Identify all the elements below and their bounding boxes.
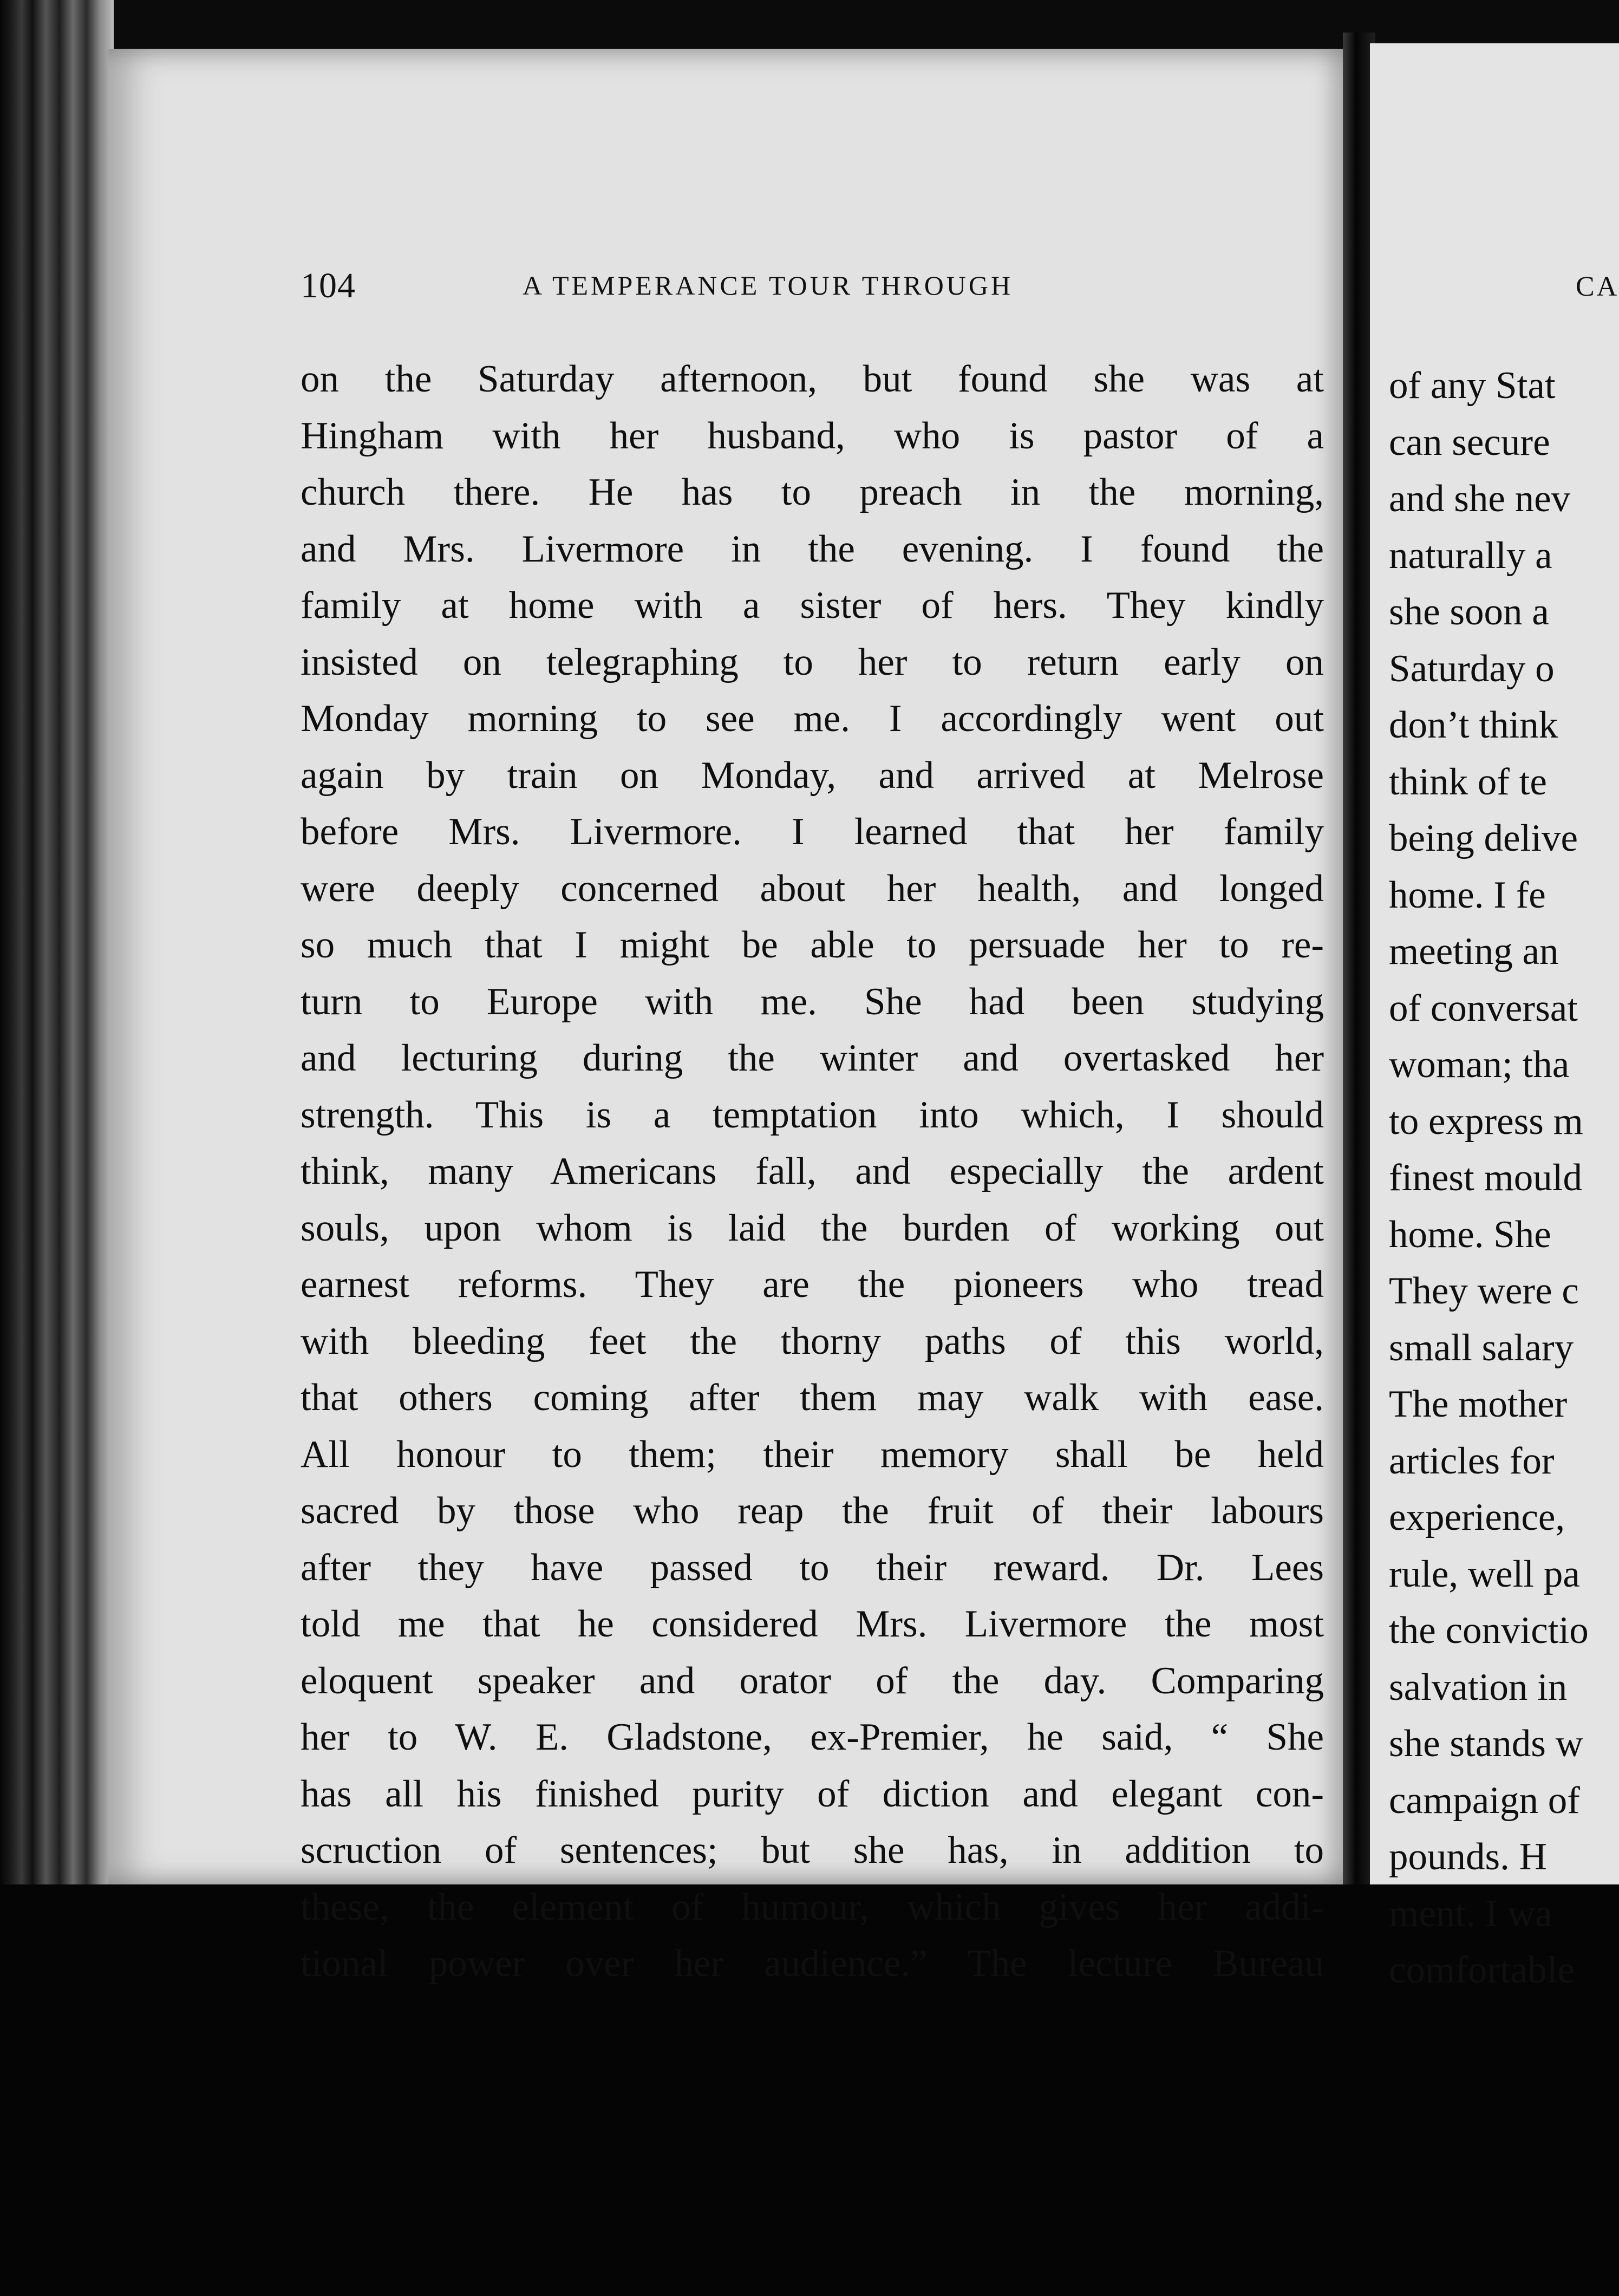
right-page-running-title: CA <box>1576 271 1619 302</box>
page-number: 104 <box>301 266 356 305</box>
text-line: finest mould <box>1389 1157 1582 1199</box>
text-line: and lecturing during the winter and overtasked her <box>301 1037 1324 1079</box>
text-line: so much that I might be able to persuade her to re- <box>301 924 1324 966</box>
text-line: The mother <box>1389 1383 1568 1425</box>
text-line: rule, well pa <box>1389 1553 1580 1595</box>
text-line: sacred by those who reap the fruit of their labours <box>301 1490 1324 1532</box>
text-line: of conversat <box>1389 987 1578 1029</box>
text-line: that others coming after them may walk with ease. <box>301 1377 1324 1419</box>
text-line: meeting an <box>1389 930 1559 973</box>
text-line: Saturday o <box>1389 647 1555 690</box>
text-line: being delive <box>1389 817 1578 859</box>
text-line: All honour to them; their memory shall be held <box>301 1433 1324 1476</box>
text-line: family at home with a sister of hers. They kindly <box>301 584 1324 627</box>
running-title: A TEMPERANCE TOUR THROUGH <box>523 270 1014 301</box>
right-page-body <box>1389 357 1619 1999</box>
text-line: can secure <box>1389 421 1550 464</box>
text-line: these, the element of humour, which gives her addi- <box>301 1886 1324 1928</box>
text-line: she stands w <box>1389 1723 1583 1765</box>
text-line: don’t think <box>1389 704 1558 746</box>
text-line: church there. He has to preach in the morning, <box>301 471 1324 513</box>
text-line: on the Saturday afternoon, but found she was at <box>301 358 1324 400</box>
text-line: campaign of <box>1389 1779 1580 1822</box>
text-line: were deeply concerned about her health, and longed <box>301 867 1324 910</box>
left-page-header <box>301 265 1329 314</box>
text-line: earnest reforms. They are the pioneers who tread <box>301 1263 1324 1306</box>
text-line: home. She <box>1389 1213 1551 1256</box>
text-line: Monday morning to see me. I accordingly went out <box>301 697 1324 740</box>
text-line: turn to Europe with me. She had been studying <box>301 980 1324 1023</box>
text-line: Hingham with her husband, who is pastor of a <box>301 414 1324 457</box>
text-line: eloquent speaker and orator of the day. Comparing <box>301 1659 1324 1702</box>
left-page-body <box>301 351 1324 1992</box>
text-line: again by train on Monday, and arrived at Melrose <box>301 754 1324 797</box>
text-line: of any Stat <box>1389 364 1556 407</box>
text-line: and Mrs. Livermore in the evening. I found the <box>301 527 1324 570</box>
text-line: They were c <box>1389 1270 1579 1312</box>
text-line: before Mrs. Livermore. I learned that her family <box>301 811 1324 853</box>
text-line: think of te <box>1389 760 1547 803</box>
text-line: naturally a <box>1389 534 1552 577</box>
text-line: and she nev <box>1389 478 1571 520</box>
text-line: comfortable <box>1389 1949 1575 1991</box>
text-line: she soon a <box>1389 591 1549 633</box>
text-line: experience, <box>1389 1496 1565 1538</box>
text-line: think, many Americans fall, and especially the ardent <box>301 1150 1324 1192</box>
text-line: strength. This is a temptation into which, I should <box>301 1093 1324 1136</box>
text-line: to express m <box>1389 1100 1583 1143</box>
text-line: her to W. E. Gladstone, ex-Premier, he said, “ She <box>301 1716 1324 1758</box>
text-line: tional power over her audience.” The lecture Bureau <box>301 1942 1324 1985</box>
text-line: scruction of sentences; but she has, in addition to <box>301 1829 1324 1871</box>
text-line: salvation in <box>1389 1666 1568 1708</box>
text-line: home. I fe <box>1389 873 1546 916</box>
text-line: has all his finished purity of diction and elegant con- <box>301 1772 1324 1815</box>
text-line: with bleeding feet the thorny paths of this world, <box>301 1320 1324 1362</box>
text-line: told me that he considered Mrs. Livermore the most <box>301 1603 1324 1645</box>
text-line: ment. I wa <box>1389 1892 1552 1935</box>
text-line: articles for <box>1389 1439 1555 1482</box>
text-line: small salary <box>1389 1326 1574 1369</box>
text-line: insisted on telegraphing to her to return early on <box>301 641 1324 683</box>
text-line: woman; tha <box>1389 1043 1570 1086</box>
text-line: pounds. H <box>1389 1836 1547 1878</box>
text-line: souls, upon whom is laid the burden of working out <box>301 1206 1324 1249</box>
text-line: after they have passed to their reward. Dr. Lees <box>301 1546 1324 1589</box>
text-line: the convictio <box>1389 1609 1589 1652</box>
